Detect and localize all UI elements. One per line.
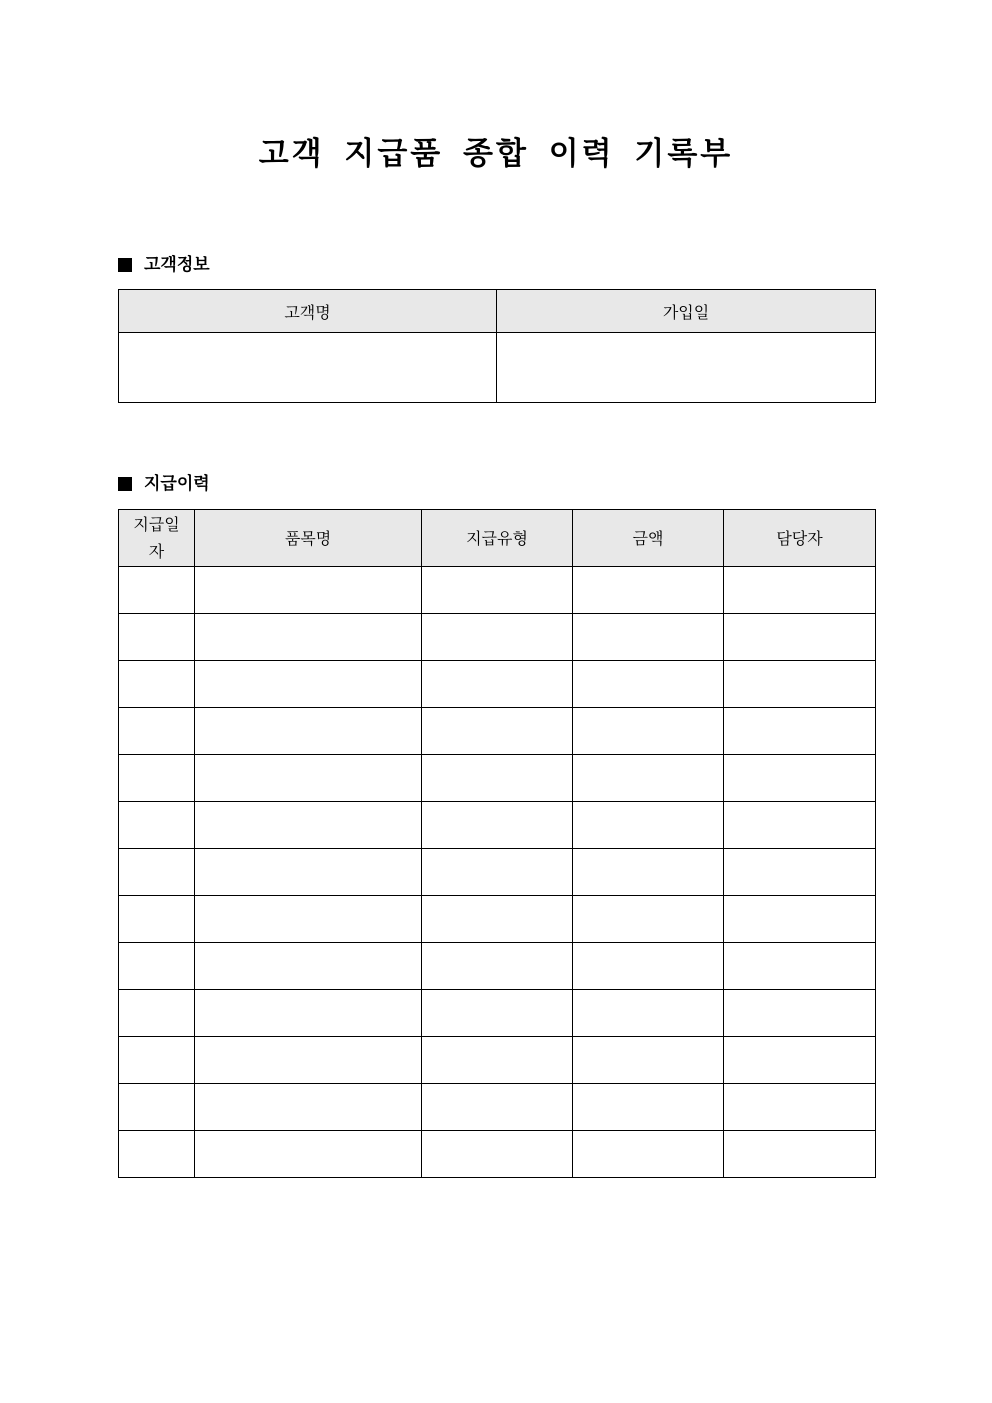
- item-name-cell[interactable]: [195, 614, 422, 661]
- item-name-cell[interactable]: [195, 661, 422, 708]
- table-row: [119, 1131, 876, 1178]
- payment-date-cell[interactable]: [119, 567, 195, 614]
- manager-cell[interactable]: [724, 896, 876, 943]
- payment-date-cell[interactable]: [119, 990, 195, 1037]
- payment-date-cell[interactable]: [119, 708, 195, 755]
- item-name-header: 품목명: [195, 510, 422, 567]
- payment-history-heading-label: 지급이력: [144, 474, 210, 494]
- payment-type-cell[interactable]: [422, 755, 573, 802]
- table-row: [119, 1084, 876, 1131]
- join-date-cell[interactable]: [497, 333, 876, 403]
- payment-type-cell[interactable]: [422, 567, 573, 614]
- amount-cell[interactable]: [573, 661, 724, 708]
- payment-date-cell[interactable]: [119, 802, 195, 849]
- table-row: [119, 755, 876, 802]
- customer-info-header-row: [119, 290, 876, 333]
- item-name-cell[interactable]: [195, 755, 422, 802]
- square-bullet-icon: [118, 477, 132, 491]
- payment-type-cell[interactable]: [422, 802, 573, 849]
- payment-type-cell[interactable]: [422, 849, 573, 896]
- payment-type-cell[interactable]: [422, 1037, 573, 1084]
- payment-history-table: [118, 509, 876, 1178]
- table-row: [119, 708, 876, 755]
- manager-cell[interactable]: [724, 802, 876, 849]
- document-title: 고객 지급품 종합 이력 기록부: [258, 136, 734, 172]
- customer-name-cell[interactable]: [119, 333, 497, 403]
- payment-history-heading: [118, 472, 210, 496]
- item-name-cell[interactable]: [195, 943, 422, 990]
- payment-date-cell[interactable]: [119, 849, 195, 896]
- payment-history-header-row: [119, 510, 876, 567]
- item-name-cell[interactable]: [195, 849, 422, 896]
- amount-cell[interactable]: [573, 567, 724, 614]
- table-row: [119, 943, 876, 990]
- item-name-cell[interactable]: [195, 802, 422, 849]
- amount-cell[interactable]: [573, 1037, 724, 1084]
- customer-info-table: [118, 289, 876, 403]
- join-date-header: 가입일: [497, 290, 876, 333]
- amount-cell[interactable]: [573, 614, 724, 661]
- amount-cell[interactable]: [573, 1084, 724, 1131]
- customer-info-heading-label: 고객정보: [144, 255, 210, 275]
- manager-cell[interactable]: [724, 708, 876, 755]
- manager-cell[interactable]: [724, 567, 876, 614]
- amount-cell[interactable]: [573, 990, 724, 1037]
- table-row: [119, 567, 876, 614]
- table-row: [119, 614, 876, 661]
- manager-cell[interactable]: [724, 849, 876, 896]
- payment-date-cell[interactable]: [119, 614, 195, 661]
- manager-header: 담당자: [724, 510, 876, 567]
- payment-date-cell[interactable]: [119, 1084, 195, 1131]
- item-name-cell[interactable]: [195, 567, 422, 614]
- payment-date-cell[interactable]: [119, 896, 195, 943]
- payment-date-cell[interactable]: [119, 755, 195, 802]
- payment-type-header: 지급유형: [422, 510, 573, 567]
- amount-cell[interactable]: [573, 802, 724, 849]
- manager-cell[interactable]: [724, 661, 876, 708]
- table-row: [119, 802, 876, 849]
- amount-cell[interactable]: [573, 1131, 724, 1178]
- amount-cell[interactable]: [573, 896, 724, 943]
- payment-date-cell[interactable]: [119, 943, 195, 990]
- payment-type-cell[interactable]: [422, 614, 573, 661]
- table-row: [119, 990, 876, 1037]
- amount-cell[interactable]: [573, 849, 724, 896]
- table-row: [119, 896, 876, 943]
- payment-type-cell[interactable]: [422, 896, 573, 943]
- table-row: [119, 661, 876, 708]
- payment-type-cell[interactable]: [422, 943, 573, 990]
- manager-cell[interactable]: [724, 990, 876, 1037]
- payment-type-cell[interactable]: [422, 1084, 573, 1131]
- item-name-cell[interactable]: [195, 1131, 422, 1178]
- payment-date-cell[interactable]: [119, 1131, 195, 1178]
- manager-cell[interactable]: [724, 1084, 876, 1131]
- payment-type-cell[interactable]: [422, 661, 573, 708]
- amount-header: 금액: [573, 510, 724, 567]
- item-name-cell[interactable]: [195, 990, 422, 1037]
- item-name-cell[interactable]: [195, 896, 422, 943]
- payment-date-header-label: 지급일자: [133, 515, 180, 561]
- payment-type-cell[interactable]: [422, 990, 573, 1037]
- manager-cell[interactable]: [724, 614, 876, 661]
- payment-date-header: [119, 510, 195, 567]
- manager-cell[interactable]: [724, 1131, 876, 1178]
- manager-cell[interactable]: [724, 755, 876, 802]
- manager-cell[interactable]: [724, 1037, 876, 1084]
- payment-date-cell[interactable]: [119, 661, 195, 708]
- payment-date-cell[interactable]: [119, 1037, 195, 1084]
- item-name-cell[interactable]: [195, 708, 422, 755]
- customer-name-header: 고객명: [119, 290, 497, 333]
- amount-cell[interactable]: [573, 708, 724, 755]
- payment-type-cell[interactable]: [422, 1131, 573, 1178]
- table-row: [119, 849, 876, 896]
- payment-type-cell[interactable]: [422, 708, 573, 755]
- customer-info-value-row: [119, 333, 876, 403]
- amount-cell[interactable]: [573, 943, 724, 990]
- table-row: [119, 1037, 876, 1084]
- square-bullet-icon: [118, 258, 132, 272]
- item-name-cell[interactable]: [195, 1037, 422, 1084]
- customer-info-heading: [118, 253, 210, 277]
- manager-cell[interactable]: [724, 943, 876, 990]
- item-name-cell[interactable]: [195, 1084, 422, 1131]
- amount-cell[interactable]: [573, 755, 724, 802]
